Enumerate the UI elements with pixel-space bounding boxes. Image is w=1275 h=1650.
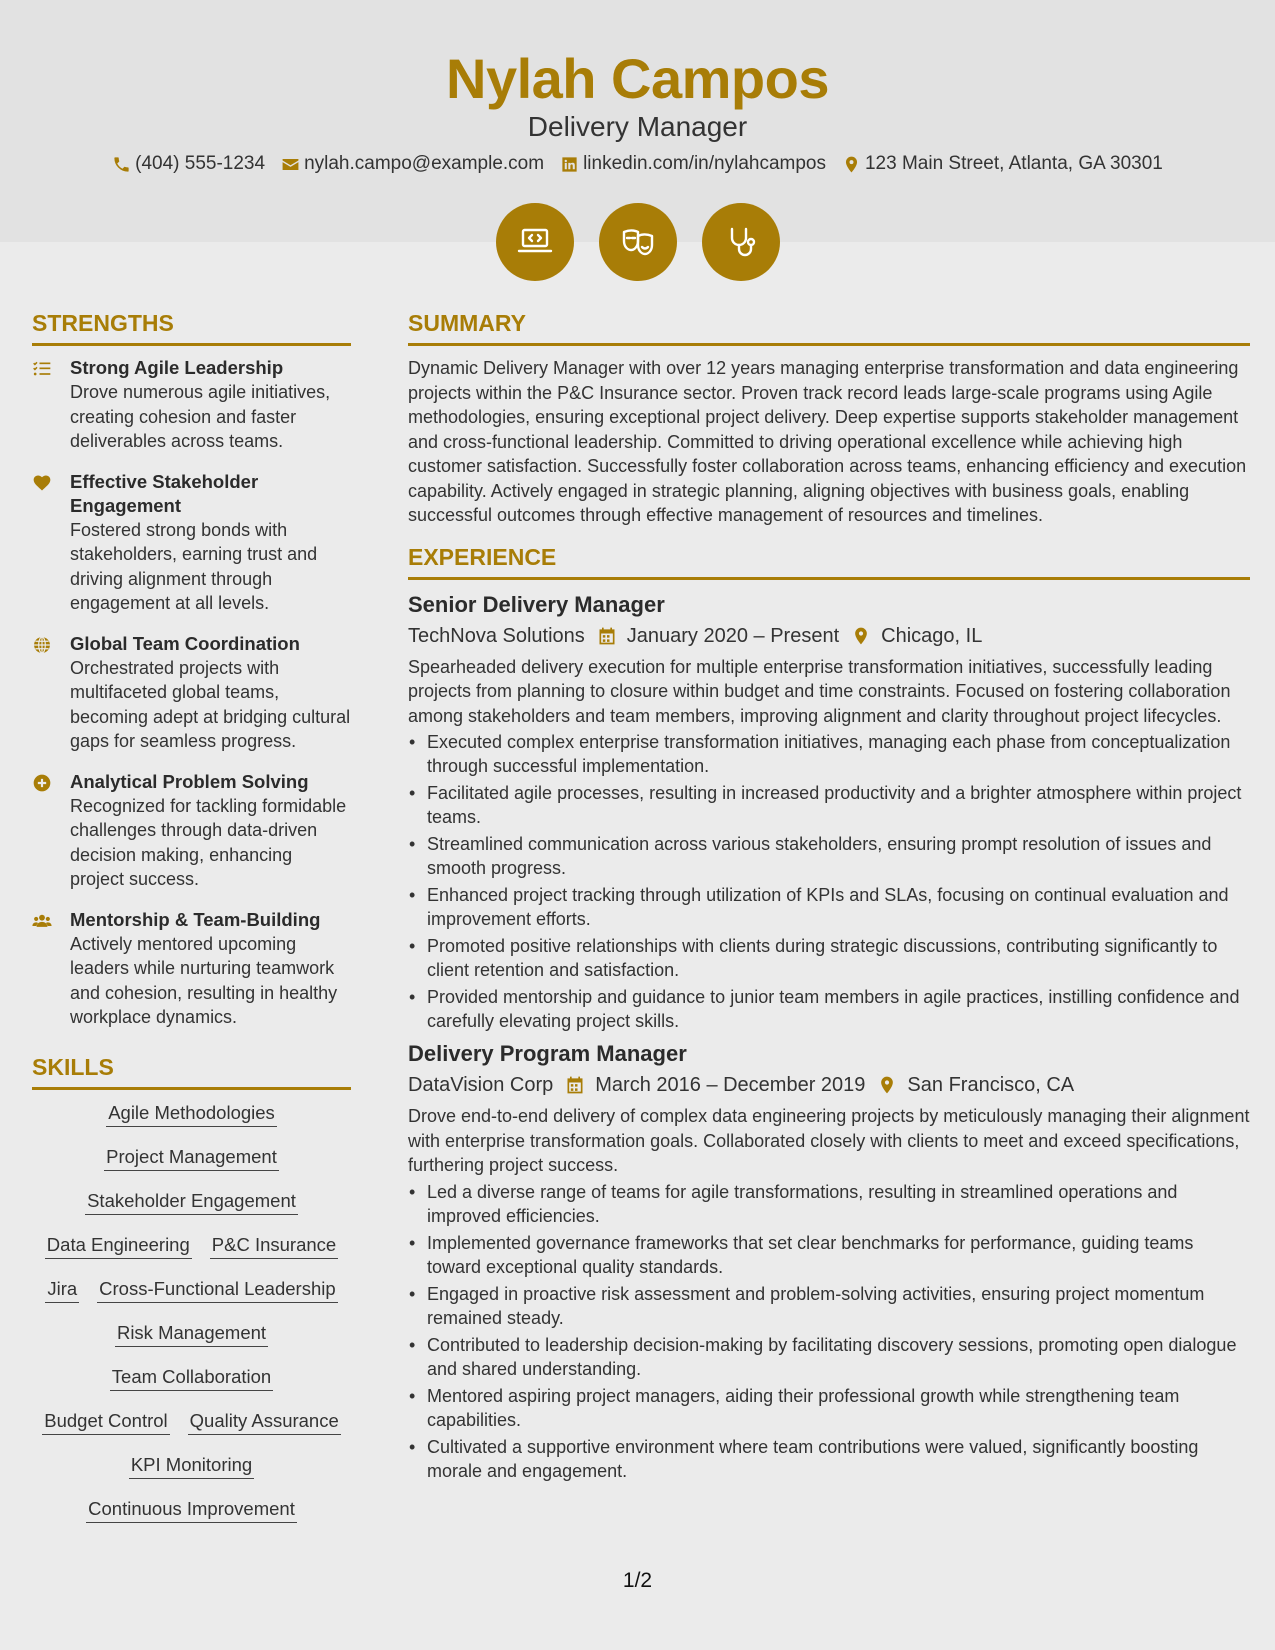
job-dates: March 2016 – December 2019	[595, 1074, 866, 1096]
skill-tag: Quality Assurance	[188, 1410, 341, 1435]
job-description: Spearheaded delivery execution for multiple enterprise transformation initiatives, successfully leading projects from planning to closure within budget and time constraints. Focused on fostering collaboration among stakeholders and team members, improving alignment and clarity throughout project lifecycles.	[408, 656, 1231, 726]
strength-desc: Drove numerous agile initiatives, creating cohesion and faster deliverables across teams.	[70, 382, 331, 451]
skill-tag: Team Collaboration	[110, 1366, 273, 1391]
contact-phone[interactable]	[112, 151, 265, 177]
list-item: • Promoted positive relationships with clients during strategic discussions, contributing significantly to client retention and satisfaction.	[408, 934, 1250, 982]
contact-bar	[0, 151, 1275, 177]
skill-tag: Continuous Improvement	[86, 1498, 297, 1523]
skill-tag: Risk Management	[115, 1322, 268, 1347]
badge-stethoscope	[702, 203, 780, 281]
strength-item	[32, 908, 351, 1030]
left-column	[32, 306, 351, 1523]
job-dates: January 2020 – Present	[626, 624, 840, 647]
strength-title: Global Team Coordination	[70, 632, 300, 654]
skills-list	[32, 1100, 351, 1523]
strength-desc: Recognized for tackling formidable challenges through data-driven decision making, enhancing project success.	[70, 795, 347, 889]
skill-tag: Stakeholder Engagement	[85, 1190, 298, 1215]
job-description: Drove end-to-end delivery of complex data engineering projects by meticulously managing their alignment with enterprise transformation goals. Collaborated closely with clients to meet and exceed specifications, furthering project success.	[408, 1106, 1250, 1175]
contact-phone-text: (404) 555-1234	[135, 153, 266, 174]
skill-tag: Agile Methodologies	[106, 1102, 277, 1127]
calendar-icon	[597, 626, 617, 646]
stethoscope-icon	[721, 222, 761, 262]
skill-tag: KPI Monitoring	[129, 1454, 254, 1479]
job-meta	[408, 621, 1250, 651]
list-item: • Led a diverse range of teams for agile transformations, resulting in streamlined operations and improved efficiencies.	[408, 1180, 1250, 1228]
skill-tag: Jira	[45, 1278, 79, 1303]
laptop-code-icon	[515, 222, 555, 262]
job-company: TechNova Solutions	[408, 624, 585, 647]
strength-title: Strong Agile Leadership	[70, 357, 284, 378]
experience-heading: EXPERIENCE	[408, 540, 1250, 580]
linkedin-icon	[560, 155, 579, 174]
list-item: • Contributed to leadership decision-making by facilitating discovery sessions, promoting open dialogue and shared understanding.	[408, 1333, 1250, 1381]
strength-desc: Orchestrated projects with multifaceted global teams, becoming adept at bridging cultural gaps for seamless progress.	[70, 657, 351, 751]
phone-icon	[112, 155, 131, 174]
strength-desc: Actively mentored upcoming leaders while nurturing teamwork and cohesion, resulting in healthy workplace dynamics.	[70, 933, 338, 1027]
list-item: • Provided mentorship and guidance to junior team members in agile practices, instilling confidence and carefully elevating project skills.	[408, 985, 1250, 1033]
contact-address[interactable]	[842, 151, 1163, 177]
badge-masks	[599, 203, 677, 281]
skills-heading: SKILLS	[32, 1050, 351, 1090]
job-company: DataVision Corp	[408, 1074, 554, 1096]
list-item: • Implemented governance frameworks that set clear benchmarks for performance, guiding teams toward exceptional quality standards.	[408, 1231, 1250, 1279]
strength-desc: Fostered strong bonds with stakeholders, earning trust and driving alignment through engagement at all levels.	[70, 519, 318, 613]
heart-icon	[32, 473, 52, 493]
contact-address-text: 123 Main Street, Atlanta, GA 30301	[864, 153, 1163, 174]
list-item: • Executed complex enterprise transformation initiatives, managing each phase from conceptualization through successful implementation.	[408, 730, 1250, 778]
contact-email[interactable]	[281, 151, 544, 177]
strength-title: Mentorship & Team-Building	[70, 908, 321, 930]
summary-text: Dynamic Delivery Manager with over 12 years managing enterprise transformation and data engineering projects within the P&C Insurance sector. Proven track record leads large-scale programs using Agile methodologies, ensuring exceptional project delivery. Deep expertise supports stakeholder management and cross-functional leadership. Committed to driving operational excellence while achieving high customer satisfaction. Successfully foster collaboration across teams, enhancing efficiency and execution capability. Actively engaged in strategic planning, aligning objectives with business goals, enabling successful outcomes through effective management of resources and timelines.	[408, 358, 1247, 525]
job-bullets	[408, 1180, 1250, 1483]
summary-heading: SUMMARY	[408, 306, 1250, 346]
strength-title: Analytical Problem Solving	[70, 770, 309, 792]
users-icon	[32, 911, 52, 931]
map-pin-icon	[877, 1075, 897, 1095]
list-check-icon	[32, 359, 52, 379]
job-title: Senior Delivery Manager	[408, 591, 665, 617]
skill-tag: Budget Control	[42, 1410, 169, 1435]
skill-tag: Data Engineering	[45, 1234, 192, 1259]
right-column	[408, 306, 1250, 1486]
list-item: • Streamlined communication across various stakeholders, ensuring prompt resolution of issues and smooth progress.	[408, 832, 1250, 880]
job-title: Delivery Program Manager	[408, 1041, 687, 1066]
list-item: • Cultivated a supportive environment where team contributions were valued, significantly boosting morale and engagement.	[408, 1435, 1250, 1483]
skill-tag: Cross-Functional Leadership	[97, 1278, 338, 1303]
contact-email-text: nylah.campo@example.com	[304, 153, 545, 174]
job-entry	[408, 590, 1250, 1034]
theater-masks-icon	[618, 222, 658, 262]
map-pin-icon	[851, 626, 871, 646]
list-item: • Engaged in proactive risk assessment and problem-solving activities, ensuring project momentum remained steady.	[408, 1282, 1250, 1330]
strength-item	[32, 770, 351, 892]
plus-circle-icon	[32, 773, 52, 793]
map-pin-icon	[842, 155, 861, 174]
candidate-title: Delivery Manager	[527, 111, 748, 142]
strength-item	[32, 356, 351, 454]
badge-laptop	[496, 203, 574, 281]
list-item: • Facilitated agile processes, resulting in increased productivity and a brighter atmosphere within project teams.	[408, 781, 1250, 829]
contact-linkedin-text: linkedin.com/in/nylahcampos	[583, 153, 826, 174]
skill-tag: P&C Insurance	[210, 1234, 338, 1259]
envelope-icon	[281, 155, 300, 174]
skill-tag: Project Management	[104, 1146, 279, 1171]
list-item: • Mentored aspiring project managers, aiding their professional growth while strengthening team capabilities.	[408, 1384, 1250, 1432]
page-number: 1/2	[622, 1569, 653, 1592]
strength-item	[32, 632, 351, 754]
interest-badges	[0, 203, 1275, 281]
globe-icon	[32, 635, 52, 655]
strength-item	[32, 470, 351, 616]
job-location: San Francisco, CA	[907, 1074, 1075, 1096]
job-location: Chicago, IL	[881, 624, 983, 647]
calendar-icon	[565, 1075, 585, 1095]
list-item: • Enhanced project tracking through utilization of KPIs and SLAs, focusing on continual evaluation and improvement efforts.	[408, 883, 1250, 931]
job-meta	[408, 1070, 1250, 1100]
job-entry	[408, 1039, 1250, 1483]
strength-title: Effective Stakeholder Engagement	[70, 470, 259, 516]
strengths-heading: STRENGTHS	[32, 306, 351, 346]
candidate-name: Nylah Campos	[446, 47, 829, 110]
job-bullets	[408, 730, 1250, 1033]
contact-linkedin[interactable]	[560, 151, 826, 177]
